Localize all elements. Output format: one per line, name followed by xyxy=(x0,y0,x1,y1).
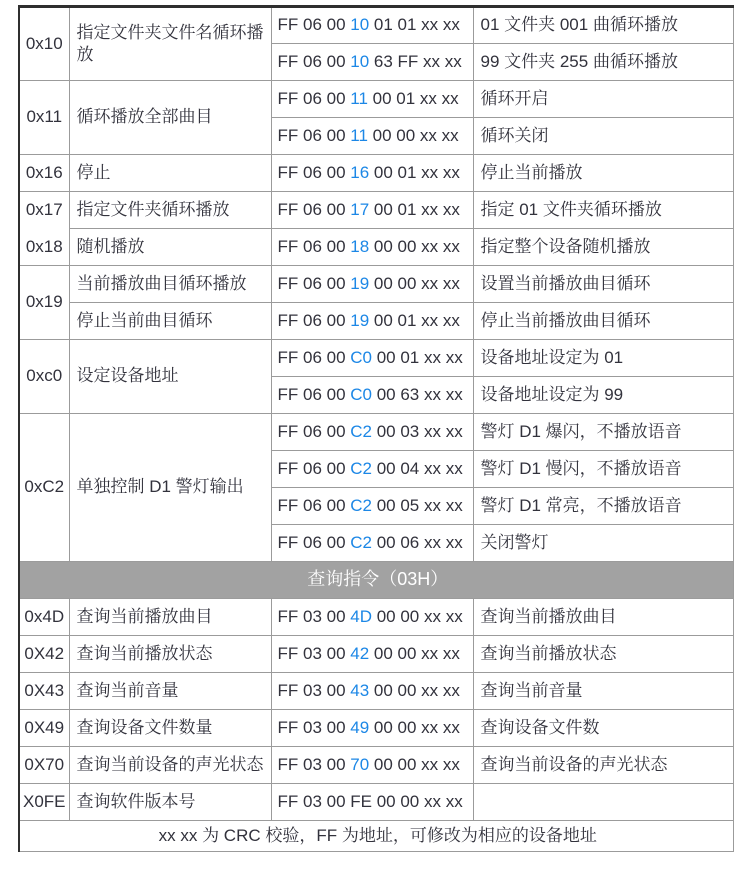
hex-opcode: 42 xyxy=(350,643,370,663)
table-row xyxy=(19,747,733,784)
hex-prefix: FF 06 00 xyxy=(277,532,351,552)
hex-prefix: FF 06 00 xyxy=(277,347,351,367)
command-desc-cell: 随机播放 xyxy=(69,229,271,266)
hex-command-cell xyxy=(271,747,473,784)
hex-suffix: 00 01 xx xx xyxy=(369,199,460,219)
command-desc-cell: 查询当前播放状态 xyxy=(69,636,271,673)
hex-suffix: 00 00 xx xx xyxy=(369,754,460,774)
result-cell xyxy=(473,784,733,821)
hex-prefix: FF 06 00 xyxy=(277,15,351,35)
footer-note-row xyxy=(19,821,733,852)
command-code-cell: 0x10 xyxy=(19,7,69,81)
hex-prefix: FF 06 00 xyxy=(277,384,351,404)
hex-opcode: 18 xyxy=(350,236,370,256)
hex-prefix: FF 06 00 xyxy=(277,236,351,256)
command-desc-cell: 查询当前播放曲目 xyxy=(69,599,271,636)
result-cell: 循环开启 xyxy=(473,81,733,118)
hex-suffix: 00 04 xx xx xyxy=(372,458,463,478)
command-code-cell: 0x18 xyxy=(19,229,69,266)
hex-suffix: 00 05 xx xx xyxy=(372,495,463,515)
hex-command-cell xyxy=(271,599,473,636)
command-desc-cell: 指定文件夹循环播放 xyxy=(69,192,271,229)
footer-note: xx xx 为 CRC 校验，FF 为地址，可修改为相应的设备地址 xyxy=(158,825,597,845)
command-reference-table xyxy=(18,5,734,852)
hex-command-cell xyxy=(271,303,473,340)
hex-command-cell xyxy=(271,414,473,451)
command-desc-cell: 设定设备地址 xyxy=(69,340,271,414)
hex-opcode: 11 xyxy=(350,125,368,145)
hex-command-cell xyxy=(271,784,473,821)
result-cell: 设置当前播放曲目循环 xyxy=(473,266,733,303)
hex-opcode: 10 xyxy=(350,15,370,35)
hex-command-cell xyxy=(271,44,473,81)
hex-suffix: 00 00 xx xx xyxy=(369,680,460,700)
result-cell: 设备地址设定为 01 xyxy=(473,340,733,377)
hex-command-cell xyxy=(271,636,473,673)
command-code-cell: 0x17 xyxy=(19,192,69,229)
hex-command-cell xyxy=(271,266,473,303)
command-desc-cell: 停止当前曲目循环 xyxy=(69,303,271,340)
command-code-cell: 0x19 xyxy=(19,266,69,340)
command-desc-cell: 停止 xyxy=(69,155,271,192)
result-cell: 查询设备文件数 xyxy=(473,710,733,747)
result-cell: 停止当前播放曲目循环 xyxy=(473,303,733,340)
hex-suffix: 00 00 xx xx xyxy=(369,236,460,256)
hex-opcode: 16 xyxy=(350,162,370,182)
hex-opcode: 43 xyxy=(350,680,370,700)
hex-command-cell xyxy=(271,377,473,414)
result-cell: 停止当前播放 xyxy=(473,155,733,192)
command-desc-cell: 当前播放曲目循环播放 xyxy=(69,266,271,303)
hex-prefix: FF 06 00 xyxy=(277,421,351,441)
command-code-cell: 0xc0 xyxy=(19,340,69,414)
table-row xyxy=(19,81,733,118)
hex-suffix: 00 01 xx xx xyxy=(367,88,459,108)
result-cell: 指定整个设备随机播放 xyxy=(473,229,733,266)
hex-opcode: 11 xyxy=(350,88,368,108)
hex-command-cell xyxy=(271,710,473,747)
hex-suffix: 00 63 xx xx xyxy=(372,384,463,404)
hex-opcode: 4D xyxy=(350,606,372,626)
hex-command-cell xyxy=(271,488,473,525)
hex-suffix: 00 00 xx xx xyxy=(372,606,463,626)
hex-suffix: 01 01 xx xx xyxy=(369,15,460,35)
hex-prefix: FF 06 00 xyxy=(277,495,351,515)
command-desc-cell: 循环播放全部曲目 xyxy=(69,81,271,155)
hex-prefix: FF 03 00 xyxy=(277,754,351,774)
table-row xyxy=(19,599,733,636)
hex-prefix: FF 06 00 xyxy=(277,162,351,182)
result-cell: 警灯 D1 常亮，不播放语音 xyxy=(473,488,733,525)
hex-command-cell xyxy=(271,673,473,710)
hex-opcode: 49 xyxy=(350,717,370,737)
hex-prefix: FF 03 00 xyxy=(277,643,351,663)
hex-opcode: C2 xyxy=(350,458,372,478)
hex-opcode: C2 xyxy=(350,421,372,441)
hex-suffix: 00 01 xx xx xyxy=(372,347,463,367)
table-row xyxy=(19,340,733,377)
hex-prefix: FF 03 00 xyxy=(277,680,351,700)
command-desc-cell: 查询软件版本号 xyxy=(69,784,271,821)
hex-prefix: FF 03 00 xyxy=(277,606,351,626)
hex-opcode: 19 xyxy=(350,310,370,330)
table-row xyxy=(19,192,733,229)
hex-command-cell xyxy=(271,192,473,229)
hex-prefix: FF 06 00 xyxy=(277,310,351,330)
result-cell: 警灯 D1 爆闪，不播放语音 xyxy=(473,414,733,451)
hex-command-cell xyxy=(271,229,473,266)
hex-prefix: FF 06 00 xyxy=(277,51,351,71)
command-code-cell: X0FE xyxy=(19,784,69,821)
table-row xyxy=(19,710,733,747)
hex-opcode: C0 xyxy=(350,384,372,404)
hex-opcode: 17 xyxy=(350,199,370,219)
hex-suffix: 00 00 xx xx xyxy=(369,643,460,663)
table-row xyxy=(19,784,733,821)
result-cell: 循环关闭 xyxy=(473,118,733,155)
command-desc-cell: 指定文件夹文件名循环播放 xyxy=(69,7,271,81)
section-header-query: 查询指令（03H） xyxy=(19,562,733,599)
hex-opcode: 10 xyxy=(350,51,370,71)
hex-opcode: C0 xyxy=(350,347,372,367)
hex-command-cell xyxy=(271,525,473,562)
table-row xyxy=(19,414,733,451)
result-cell: 设备地址设定为 99 xyxy=(473,377,733,414)
hex-prefix: FF 06 00 xyxy=(277,88,351,108)
result-cell: 关闭警灯 xyxy=(473,525,733,562)
hex-opcode: C2 xyxy=(350,532,372,552)
hex-opcode: 19 xyxy=(350,273,370,293)
hex-suffix: 00 06 xx xx xyxy=(372,532,463,552)
hex-command-cell xyxy=(271,7,473,44)
table-row xyxy=(19,636,733,673)
result-cell: 查询当前设备的声光状态 xyxy=(473,747,733,784)
result-cell: 指定 01 文件夹循环播放 xyxy=(473,192,733,229)
hex-suffix: 00 01 xx xx xyxy=(369,162,460,182)
hex-prefix: FF 06 00 xyxy=(277,199,351,219)
hex-full: FF 03 00 FE 00 00 xx xx xyxy=(277,791,463,811)
section-header-row xyxy=(19,562,733,599)
hex-command-cell xyxy=(271,118,473,155)
hex-prefix: FF 06 00 xyxy=(277,125,351,145)
hex-prefix: FF 03 00 xyxy=(277,717,351,737)
command-desc-cell: 查询当前设备的声光状态 xyxy=(69,747,271,784)
table-row xyxy=(19,673,733,710)
hex-opcode: 70 xyxy=(350,754,370,774)
hex-suffix: 00 03 xx xx xyxy=(372,421,463,441)
command-code-cell: 0X70 xyxy=(19,747,69,784)
hex-command-cell xyxy=(271,155,473,192)
command-desc-cell: 查询设备文件数量 xyxy=(69,710,271,747)
command-code-cell: 0X49 xyxy=(19,710,69,747)
hex-prefix: FF 06 00 xyxy=(277,273,351,293)
table-row xyxy=(19,229,733,266)
hex-suffix: 00 00 xx xx xyxy=(367,125,459,145)
hex-command-cell xyxy=(271,451,473,488)
command-code-cell: 0xC2 xyxy=(19,414,69,562)
result-cell: 01 文件夹 001 曲循环播放 xyxy=(473,7,733,44)
result-cell: 查询当前播放曲目 xyxy=(473,599,733,636)
command-code-cell: 0X43 xyxy=(19,673,69,710)
hex-command-cell xyxy=(271,81,473,118)
table-row xyxy=(19,303,733,340)
hex-suffix: 00 00 xx xx xyxy=(369,717,460,737)
command-code-cell: 0x11 xyxy=(19,81,69,155)
result-cell: 警灯 D1 慢闪，不播放语音 xyxy=(473,451,733,488)
hex-prefix: FF 06 00 xyxy=(277,458,351,478)
result-cell: 99 文件夹 255 曲循环播放 xyxy=(473,44,733,81)
hex-command-cell xyxy=(271,340,473,377)
result-cell: 查询当前音量 xyxy=(473,673,733,710)
hex-suffix: 00 00 xx xx xyxy=(369,273,460,293)
table-row xyxy=(19,7,733,44)
command-code-cell: 0x4D xyxy=(19,599,69,636)
hex-opcode: C2 xyxy=(350,495,372,515)
table-row xyxy=(19,155,733,192)
command-desc-cell: 查询当前音量 xyxy=(69,673,271,710)
table-row xyxy=(19,266,733,303)
hex-suffix: 00 01 xx xx xyxy=(369,310,460,330)
command-desc-cell: 单独控制 D1 警灯输出 xyxy=(69,414,271,562)
command-code-cell: 0x16 xyxy=(19,155,69,192)
command-code-cell: 0X42 xyxy=(19,636,69,673)
result-cell: 查询当前播放状态 xyxy=(473,636,733,673)
hex-suffix: 63 FF xx xx xyxy=(369,51,462,71)
